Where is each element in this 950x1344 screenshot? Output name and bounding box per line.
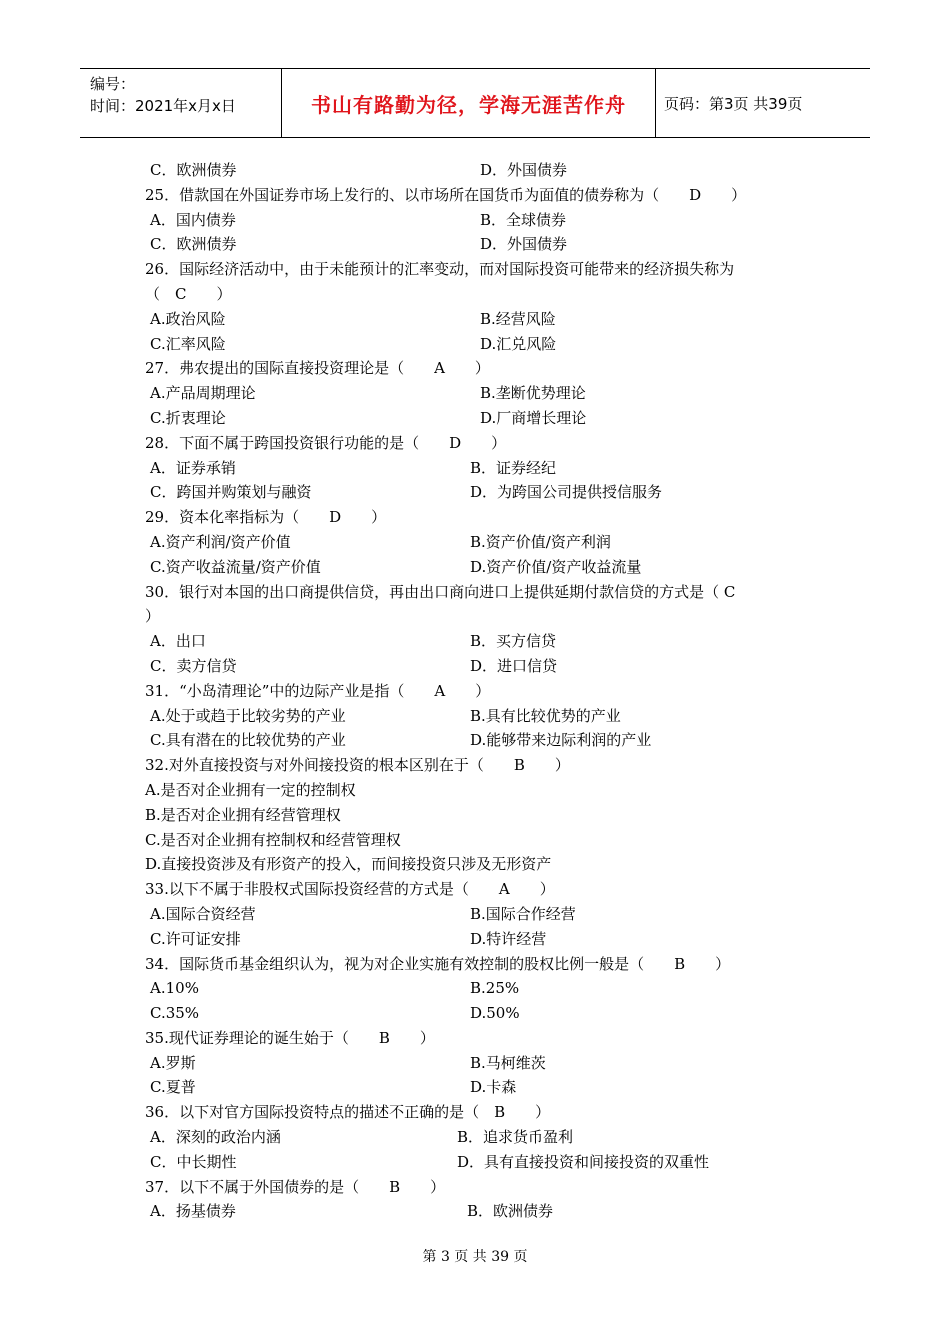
question-line [145,778,815,803]
option-right: B.资产价值/资产利润 [470,532,611,551]
option-row [145,480,815,505]
option-right: D.卡森 [470,1078,517,1097]
option-left: C.汇率风险 [150,334,226,353]
option-left: C．跨国并购策划与融资 [150,483,312,502]
option-left: A．深刻的政治内涵 [150,1128,281,1147]
option-right: D．外国债券 [480,235,568,254]
option-left: C．欧洲债券 [150,161,237,179]
option-right: D．外国债券 [480,161,568,179]
option-row [145,704,815,729]
option-right: D.特许经营 [470,929,547,948]
option-left: C.许可证安排 [150,929,241,948]
question-text: 35.现代证券理论的诞生始于（ B ） [145,1028,435,1047]
question-text: A.是否对企业拥有一定的控制权 [145,780,356,799]
page-header [80,68,870,138]
question-list [145,158,815,1224]
option-left: C.具有潜在的比较优势的产业 [150,731,346,750]
option-right: B.25% [470,979,520,998]
question-text: 32.对外直接投资与对外间接投资的根本区别在于（ B ） [145,756,570,775]
option-row [145,555,815,580]
question-text: D.直接投资涉及有形资产的投入，而间接投资只涉及无形资产 [145,855,552,874]
option-right: D．为跨国公司提供授信服务 [470,483,663,502]
option-right: D.资产价值/资产收益流量 [470,557,642,576]
option-left: A.10% [150,979,199,998]
option-row [145,1075,815,1100]
option-row [145,1001,815,1026]
option-row [145,530,815,555]
option-right: D.50% [470,1004,520,1023]
question-line [145,356,815,381]
question-line [145,183,815,208]
option-row [145,902,815,927]
option-left: A．扬基债券 [150,1202,236,1221]
option-right: B.马柯维茨 [470,1053,546,1072]
question-line [145,580,815,605]
option-left: C．中长期性 [150,1152,237,1171]
option-left: C.折衷理论 [150,408,226,427]
option-row [145,1150,815,1175]
option-right: D.能够带来边际利润的产业 [470,731,652,750]
option-right: B．证券经纪 [470,458,557,477]
option-row [145,976,815,1001]
question-text: 36．以下对官方国际投资特点的描述不正确的是（ B ） [145,1103,551,1122]
option-right: D.厂商增长理论 [480,408,587,427]
option-left: C.夏普 [150,1078,196,1097]
question-text: （ C ） [145,284,232,303]
question-text: C.是否对企业拥有控制权和经营管理权 [145,830,401,849]
question-text: 27．弗农提出的国际直接投资理论是（ A ） [145,359,490,378]
header-page-info: 页码：第3页 共39页 [664,94,803,113]
option-left: A.罗斯 [150,1053,196,1072]
question-text: 34．国际货币基金组织认为，视为对企业实施有效控制的股权比例一般是（ B ） [145,954,731,973]
question-line [145,952,815,977]
question-line [145,753,815,778]
option-right: B．欧洲债券 [467,1202,554,1221]
option-left: A.处于或趋于比较劣势的产业 [150,706,346,725]
question-line [145,431,815,456]
motto-text: 书山有路勤为径，学海无涯苦作舟 [311,92,626,117]
header-page-cell [656,69,870,137]
question-text: ） [145,607,161,626]
option-left: C．卖方信贷 [150,656,237,675]
option-right: D．进口信贷 [470,656,558,675]
option-row [145,158,815,183]
option-left: A．国内债券 [150,210,236,229]
option-left: C．欧洲债券 [150,235,237,254]
question-text: 26．国际经济活动中，由于未能预计的汇率变动，而对国际投资可能带来的经济损失称为 [145,260,735,279]
option-left: C.资产收益流量/资产价值 [150,557,321,576]
question-line [145,505,815,530]
question-text: 28．下面不属于跨国投资银行功能的是（ D ） [145,433,507,452]
option-row [145,728,815,753]
option-row [145,332,815,357]
option-row [145,381,815,406]
question-text: B.是否对企业拥有经营管理权 [145,805,341,824]
option-row [145,232,815,257]
header-motto-cell [282,69,656,137]
question-line [145,852,815,877]
option-left: C.35% [150,1004,200,1023]
option-left: A.产品周期理论 [150,384,256,403]
option-row [145,406,815,431]
page-footer: 第 3 页 共 39 页 [422,1249,528,1265]
option-row [145,208,815,233]
option-left: A．证券承销 [150,458,236,477]
option-row [145,1125,815,1150]
option-right: B．买方信贷 [470,632,557,651]
option-row [145,629,815,654]
question-line [145,803,815,828]
option-right: B.垄断优势理论 [480,384,586,403]
document-number-label: 编号： [90,75,136,93]
option-row [145,1051,815,1076]
option-right: D.汇兑风险 [480,334,557,353]
document-date-label: 时间：2021年x月x日 [90,97,236,115]
option-left: A.国际合资经营 [150,904,256,923]
question-text: 30．银行对本国的出口商提供信贷，再由出口商向进口上提供延期付款信贷的方式是（ C [145,582,736,601]
option-row [145,307,815,332]
option-left: A.政治风险 [150,309,226,328]
question-line [145,877,815,902]
option-row [145,654,815,679]
question-line [145,1026,815,1051]
header-left-cell [80,69,282,137]
question-line [145,1100,815,1125]
question-line [145,257,815,282]
question-line [145,604,815,629]
question-line [145,282,815,307]
question-line [145,679,815,704]
option-right: B．追求货币盈利 [457,1128,574,1147]
question-text: 25．借款国在外国证券市场上发行的、以市场所在国货币为面值的债券称为（ D ） [145,185,747,204]
option-right: B.经营风险 [480,309,556,328]
option-left: A．出口 [150,632,206,651]
question-text: 31．“小岛清理论”中的边际产业是指（ A ） [145,681,491,700]
option-left: A.资产利润/资产价值 [150,532,291,551]
option-right: B.国际合作经营 [470,904,576,923]
option-right: B．全球债券 [480,210,567,229]
question-text: 33.以下不属于非股权式国际投资经营的方式是（ A ） [145,880,555,899]
question-line [145,1175,815,1200]
question-text: 37．以下不属于外国债券的是（ B ） [145,1177,446,1196]
option-row [145,1199,815,1224]
option-right: B.具有比较优势的产业 [470,706,621,725]
option-row [145,456,815,481]
question-line [145,828,815,853]
option-row [145,927,815,952]
question-text: 29．资本化率指标为（ D ） [145,508,387,527]
option-right: D．具有直接投资和间接投资的双重性 [457,1152,710,1171]
